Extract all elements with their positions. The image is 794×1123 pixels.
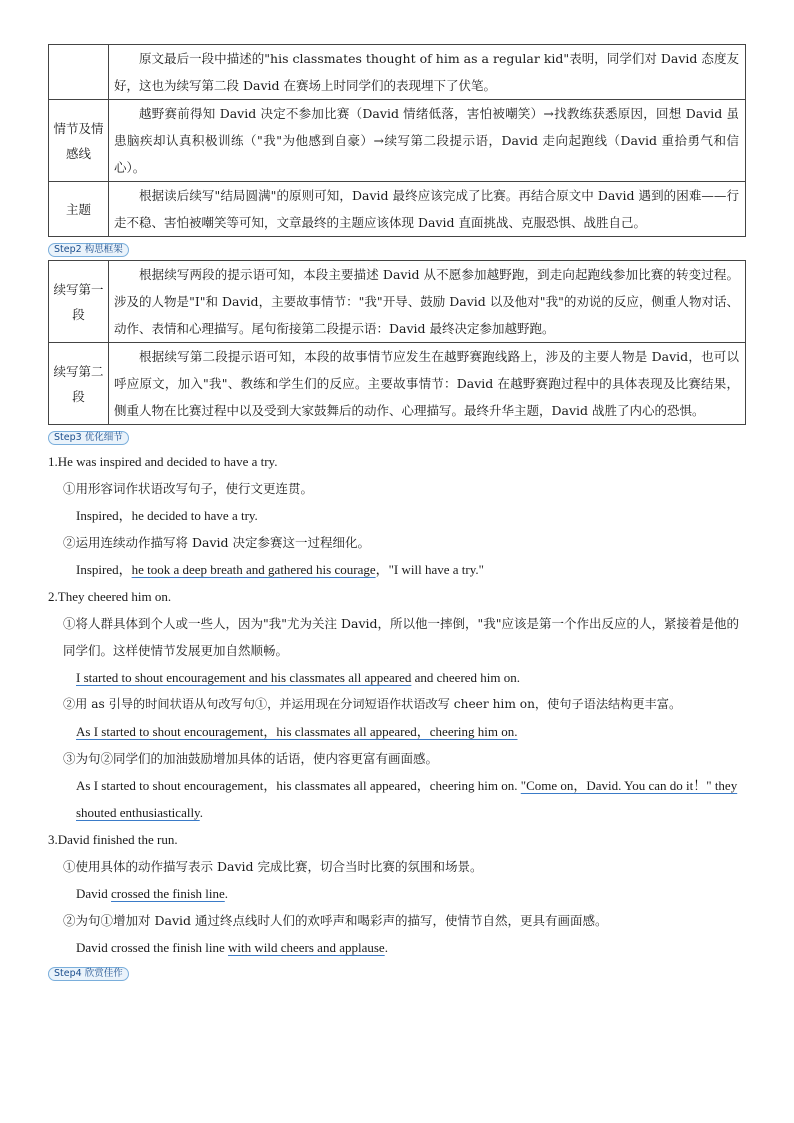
exercise-2a-answer: I started to shout encouragement and his classmates all appeared and cheered him on. <box>76 670 521 685</box>
exercise-2a-prompt: ①将人群具体到个人或一些人，因为"我"尤为关注 David，所以他一摔倒，"我"应该是第一个作出反应的人，紧接着是他的同学们。这样使情节发展更加自然顺畅。 <box>63 616 740 658</box>
exercise-3b-prompt: ②为句①增加对 David 通过终点线时人们的欢呼声和喝彩声的描写，使情节自然，更具有画面感。 <box>63 913 608 928</box>
exercise-2b-prompt: ②用 as 引导的时间状语从句改写句①，并运用现在分词短语作状语改写 cheer him on，使句子语法结构更丰富。 <box>63 697 682 711</box>
row-label: 主题 <box>49 182 109 237</box>
row-text: 根据续写两段的提示语可知，本段主要描述 David 从不愿参加越野跑，到走向起跑线参加比赛的转变过程。涉及的人物是"I"和 David，主要故事情节："我"开导、鼓励 David 以及他对"我"的劝说的反应，侧重人物对话、动作、表情和心理描写。尾句衔接第二段提示语：David 最终决定参加越野跑。 <box>109 261 746 343</box>
framework-table <box>48 260 746 425</box>
table-row <box>49 343 746 425</box>
step2-tag: Step2 构思框架 <box>48 243 129 257</box>
table-row <box>49 182 746 237</box>
analysis-table <box>48 44 746 237</box>
step3-tag: Step3 优化细节 <box>48 431 129 445</box>
table-row <box>49 100 746 182</box>
step4-tag: Step4 欣赏佳作 <box>48 967 129 981</box>
exercise-2b-answer: As I started to shout encouragement，his classmates all appeared，cheering him on. <box>76 724 518 739</box>
exercise-2c-prompt: ③为句②同学们的加油鼓励增加具体的话语，使内容更富有画面感。 <box>63 751 439 766</box>
exercise-1a-prompt: ①用形容词作状语改写句子，使行文更连贯。 <box>63 481 314 496</box>
row-text: 根据续写第二段提示语可知，本段的故事情节应发生在越野赛跑线路上，涉及的主要人物是 David，也可以呼应原文，加入"我"、教练和学生们的反应。主要故事情节：David 在越野赛跑过程中的具体表现及比赛结果，侧重人物在比赛过程中以及受到大家鼓舞后的动作、心理描写。最终升华主题，David 战胜了内心的恐惧。 <box>109 343 746 425</box>
exercise-2c-answer: As I started to shout encouragement，his classmates all appeared，cheering him on. "Come on，David. You can do it！" they shouted enthusiastically. <box>76 778 738 820</box>
exercise-1b-prompt: ②运用连续动作描写将 David 决定参赛这一过程细化。 <box>63 535 370 550</box>
exercise-2-title: 2.They cheered him on. <box>48 589 172 604</box>
row-label: 情节及情感线 <box>49 100 109 182</box>
row-label: 续写第二段 <box>49 343 109 425</box>
table-row <box>49 261 746 343</box>
exercise-1-title: 1.He was inspired and decided to have a try. <box>48 454 278 469</box>
row-text: 原文最后一段中描述的"his classmates thought of him as a regular kid"表明，同学们对 David 态度友好，这也为续写第二段 David 在赛场上时同学们的表现埋下了伏笔。 <box>109 45 746 100</box>
exercise-1b-answer: Inspired，he took a deep breath and gathered his courage，"I will have a try." <box>76 562 484 577</box>
exercise-3a-prompt: ①使用具体的动作描写表示 David 完成比赛，切合当时比赛的氛围和场景。 <box>63 859 483 874</box>
document-page <box>48 44 746 984</box>
row-label <box>49 45 109 100</box>
exercise-1a-answer: Inspired，he decided to have a try. <box>76 508 258 523</box>
exercise-3-title: 3.David finished the run. <box>48 832 178 847</box>
exercise-3b-answer: David crossed the finish line with wild cheers and applause. <box>76 940 388 955</box>
row-text: 越野赛前得知 David 决定不参加比赛（David 情绪低落，害怕被嘲笑）→找教练获悉原因，回想 David 虽患脑疾却认真积极训练（"我"为他感到自豪）→续写第二段提示语，David 走向起跑线（David 重拾勇气和信心）。 <box>109 100 746 182</box>
exercise-3a-answer: David crossed the finish line. <box>76 886 229 901</box>
row-label: 续写第一段 <box>49 261 109 343</box>
table-row <box>49 45 746 100</box>
row-text: 根据读后续写"结局圆满"的原则可知，David 最终应该完成了比赛。再结合原文中 David 遇到的困难——行走不稳、害怕被嘲笑等可知，文章最终的主题应该体现 David 直面挑战、克服恐惧、战胜自己。 <box>109 182 746 237</box>
